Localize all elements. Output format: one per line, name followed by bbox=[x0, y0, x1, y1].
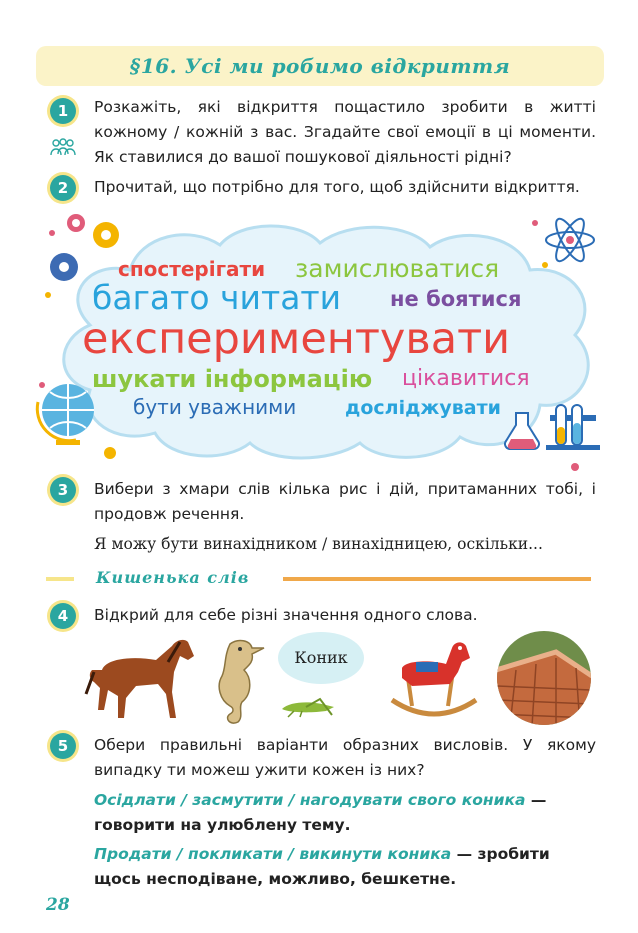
group-icon bbox=[49, 137, 77, 161]
task-number-4: 4 bbox=[50, 603, 76, 629]
divider bbox=[46, 577, 74, 581]
task-number-1: 1 bbox=[50, 98, 76, 124]
expression-meaning: — зробити щось несподіване, можливо, бешкетне. bbox=[94, 845, 550, 888]
cloud-word: досліджувати bbox=[345, 397, 501, 419]
page-title: §16. Усі ми робимо відкриття bbox=[129, 54, 511, 78]
cloud-word: експериментувати bbox=[82, 314, 511, 364]
task-text-2: Прочитай, що потрібно для того, щоб здійснити відкриття. bbox=[94, 178, 580, 196]
test-tubes-icon bbox=[546, 405, 600, 450]
grasshopper-image bbox=[276, 695, 340, 719]
rocking-horse-image bbox=[388, 638, 480, 722]
task-number-2: 2 bbox=[50, 175, 76, 201]
task-text-5: Обери правильні варіанти образних висловів. У якому випадку ти можеш ужити кожен із них? bbox=[94, 736, 596, 779]
task-text-4: Відкрий для себе різні значення одного слова. bbox=[94, 606, 478, 624]
cloud-word: бути уважними bbox=[133, 395, 297, 419]
expression-options: Осідлати / засмутити / нагодувати свого коника bbox=[94, 791, 526, 809]
cloud-word: замислюватися bbox=[295, 254, 500, 283]
horse-image bbox=[84, 632, 204, 722]
atom-icon bbox=[546, 215, 594, 265]
divider bbox=[283, 577, 591, 581]
sentence-continuation: Я можу бути винахідником / винахідницею, оскільки... bbox=[94, 535, 543, 553]
cloud-word: шукати інформацію bbox=[92, 365, 373, 393]
cloud-word: спостерігати bbox=[118, 257, 266, 281]
task-number-5: 5 bbox=[50, 733, 76, 759]
roof-ridge-image bbox=[496, 630, 592, 726]
cloud-word: цікавитися bbox=[402, 366, 530, 391]
cloud-word: багато читати bbox=[92, 278, 342, 317]
word-pocket-label: Кишенька слів bbox=[96, 568, 250, 587]
bubble-word: Коник bbox=[294, 648, 348, 667]
expression-2 bbox=[94, 842, 594, 892]
expression-options: Продати / покликати / викинути коника bbox=[94, 845, 452, 863]
cloud-word: не боятися bbox=[390, 287, 522, 311]
seahorse-image bbox=[208, 636, 266, 726]
title-band bbox=[36, 46, 604, 86]
page-number: 28 bbox=[46, 895, 70, 915]
task-text-1: Розкажіть, які відкриття пощастило зробити в житті кожному / кожній з вас. Згадайте свої емоції в ці моменти. Як ставилися до вашої пошукової діяльності рідні? bbox=[94, 98, 596, 166]
task-text-3: Вибери з хмари слів кілька рис і дій, притаманних тобі, і продовж речення. bbox=[94, 480, 596, 523]
expression-1 bbox=[94, 788, 594, 838]
globe-icon bbox=[37, 384, 94, 445]
task-number-3: 3 bbox=[50, 477, 76, 503]
expression-meaning: — говорити на улюблену тему. bbox=[94, 791, 547, 834]
